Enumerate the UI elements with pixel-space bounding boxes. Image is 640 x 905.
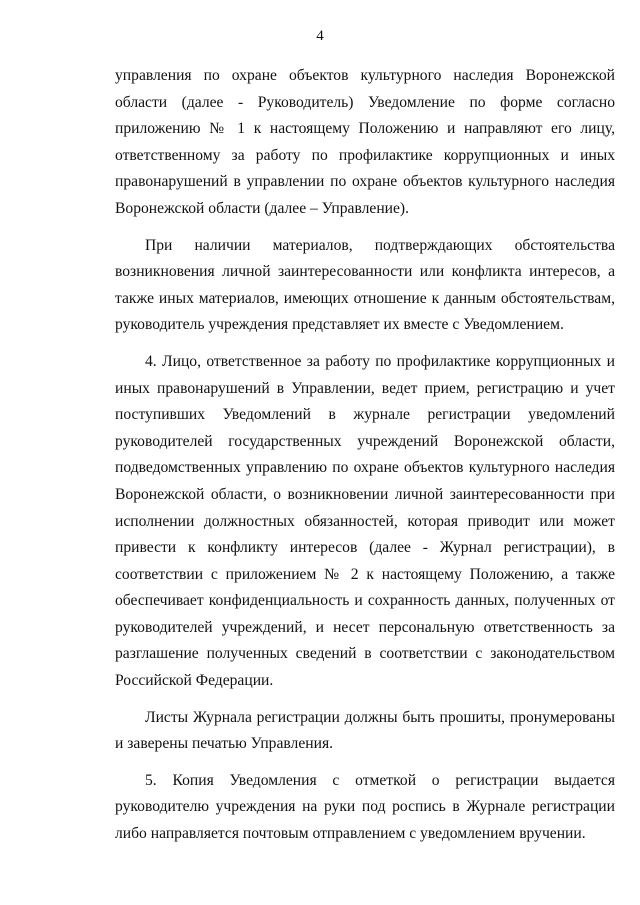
paragraph-materials: При наличии материалов, подтверждающих обстоятельства возникновения личной заинтересованности или конфликта интересов, а также иных материалов, имеющих отношение к данным обстоятельствам, руководитель учреждения представляет их вместе с Уведомлением.: [115, 236, 615, 334]
paragraph-journal-sheets: Листы Журнала регистрации должны быть прошиты, пронумерованы и заверены печатью Управления.: [115, 708, 615, 753]
paragraph-item-4: 4. Лицо, ответственное за работу по профилактике коррупционных и иных правонарушений в Управлении, ведет прием, регистрацию и учет поступивших Уведомлений в журнале регистрации уведомлений руководителей государственных учреждений Воронежской области, подведомственных управлению по охране объектов культурного наследия Воронежской области, о возникновении личной заинтересованности при исполнении должностных обязанностей, которая приводит или может привести к конфликту интересов (далее - Журнал регистрации), в соответствии с приложением № 2 к настоящему Положению, а также обеспечивает конфиденциальность и сохранность данных, полученных от руководителей учреждений, и несет персональную ответственность за разглашение полученных сведений в соответствии с законодательством Российской Федерации.: [115, 352, 615, 690]
document-body: [115, 63, 615, 848]
page-number: 4: [316, 28, 324, 44]
paragraph-continuation: управления по охране объектов культурного наследия Воронежской области (далее - Руководитель) Уведомление по форме согласно приложению № 1 к настоящему Положению и направляют его лицу, ответственному за работу по профилактике коррупционных и иных правонарушений в управлении по охране объектов культурного наследия Воронежской области (далее – Управление).: [115, 67, 615, 217]
paragraph-item-5: 5. Копия Уведомления с отметкой о регистрации выдается руководителю учреждения на руки под роспись в Журнале регистрации либо направляется почтовым отправлением с уведомлением вручении.: [115, 771, 615, 843]
